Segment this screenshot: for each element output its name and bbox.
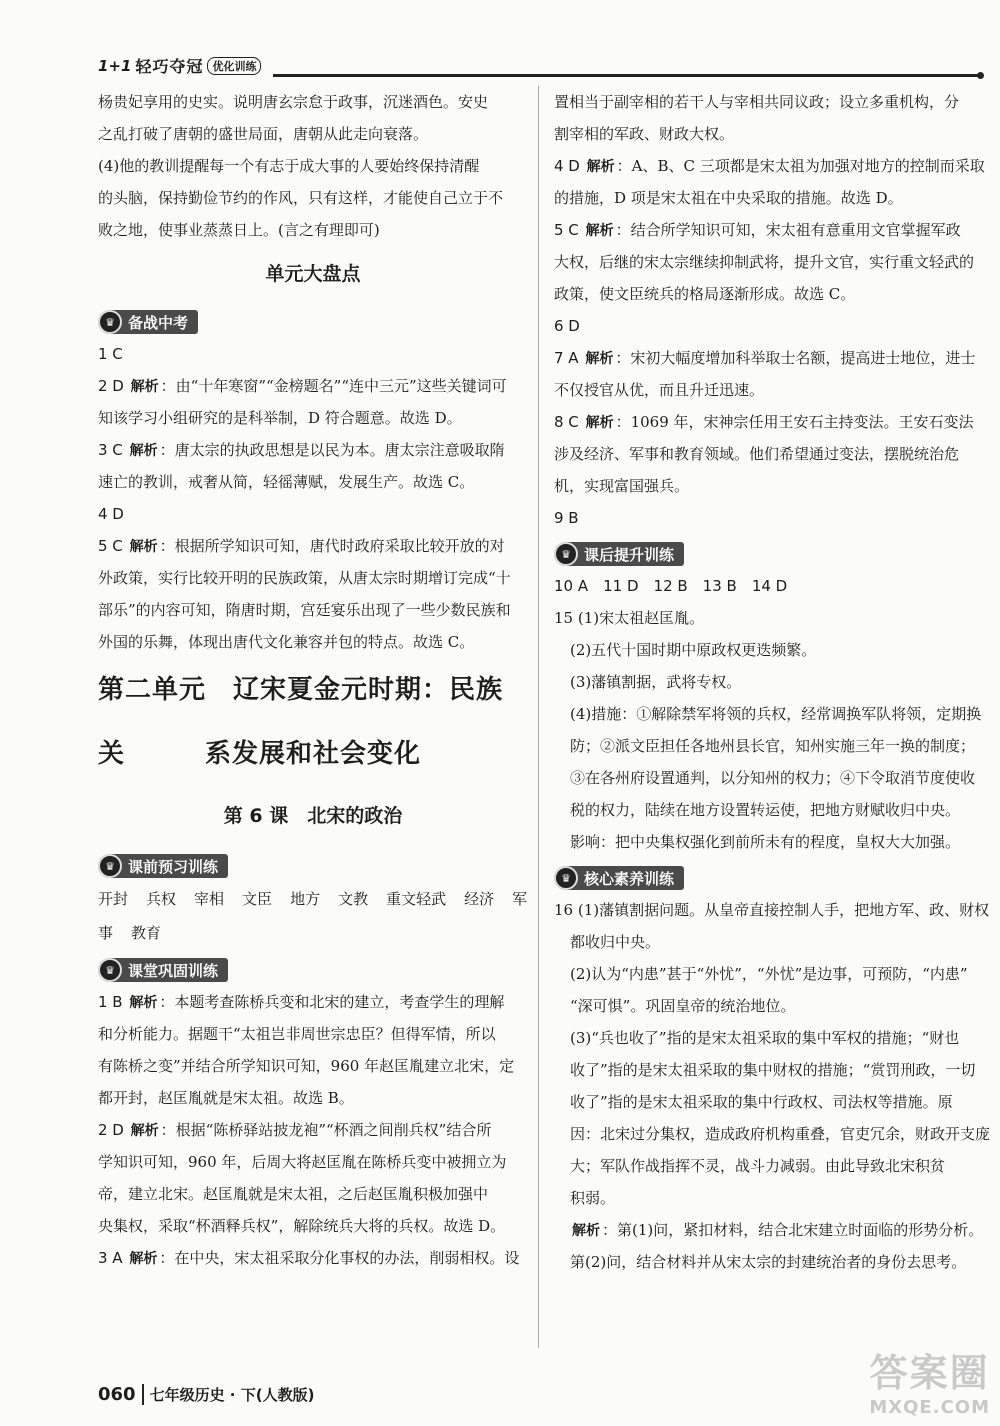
text-line: 机，实现富国强兵。 bbox=[554, 477, 690, 495]
term: 军 bbox=[512, 890, 528, 908]
term: 文臣 bbox=[242, 890, 273, 908]
left-column bbox=[98, 86, 528, 1274]
analysis-text: ：A、B、C 三项都是宋太祖为加强对地方的控制而采取 bbox=[616, 157, 985, 175]
section-badge-class bbox=[98, 958, 228, 982]
term: 兵权 bbox=[146, 890, 177, 908]
answer-line: 1 C bbox=[98, 345, 123, 363]
answer-key: 8 C bbox=[554, 413, 579, 431]
answer-line: 10 A 11 D 12 B 13 B 14 D bbox=[554, 577, 788, 595]
text-line: ③在各州府设置通判，以分知州的权力；④下令取消节度使收 bbox=[570, 769, 976, 787]
crown-icon: ♛ bbox=[98, 310, 122, 334]
answer-line bbox=[98, 986, 528, 1018]
text-line: 央集权，采取“杯酒释兵权”，解除统兵大将的兵权。故选 D。 bbox=[98, 1217, 506, 1235]
badge-label: 核心素养训练 bbox=[584, 869, 675, 888]
lesson-title: 第 6 课 北宋的政治 bbox=[223, 805, 403, 827]
answer-line bbox=[98, 434, 528, 466]
text-line: 税的权力，陆续在地方设置转运使，把地方财赋收归中央。 bbox=[570, 801, 961, 819]
analysis-text: ：唐太宗的执政思想是以民为本。唐太宗注意吸取隋 bbox=[159, 441, 505, 459]
crown-icon: ♛ bbox=[98, 958, 122, 982]
right-column bbox=[554, 86, 991, 1278]
analysis-label: 解析 bbox=[585, 223, 614, 239]
answer-key: 5 C bbox=[554, 221, 579, 239]
term: 地方 bbox=[290, 890, 321, 908]
brand-mark: 1+1 bbox=[98, 56, 132, 75]
header-rule bbox=[273, 74, 978, 77]
text-line: 外政策，实行比较开明的民族政策，从唐太宗时期增订完成“十 bbox=[98, 569, 511, 587]
analysis-label: 解析 bbox=[129, 539, 158, 555]
term: 经济 bbox=[464, 890, 495, 908]
text-line: 收了”指的是宋太祖采取的集中行政权、司法权等措施。原 bbox=[570, 1093, 953, 1111]
crown-icon: ♛ bbox=[98, 854, 122, 878]
brand-badge: 优化训练 bbox=[207, 57, 261, 75]
brand-logo bbox=[98, 54, 261, 77]
analysis-label: 解析 bbox=[129, 443, 158, 459]
analysis-label: 解析 bbox=[129, 1251, 158, 1267]
badge-label: 备战中考 bbox=[128, 313, 189, 332]
answer-line bbox=[554, 406, 978, 438]
analysis-text: ：本题考查陈桥兵变和北宋的建立，考查学生的理解 bbox=[159, 993, 505, 1011]
answer-key: 2 D bbox=[98, 377, 124, 395]
term: 教育 bbox=[131, 924, 162, 942]
terms-list-continued bbox=[98, 916, 528, 950]
unit-title: 第二单元 辽宋夏金元时期：民族关 bbox=[98, 675, 504, 769]
text-line: 外国的乐舞，体现出唐代文化兼容并包的特点。故选 C。 bbox=[98, 633, 475, 651]
answer-line bbox=[98, 530, 528, 562]
text-line: 学知识可知，960 年，后周大将赵匡胤在陈桥兵变中被拥立为 bbox=[98, 1153, 507, 1171]
analysis-label: 解析 bbox=[129, 995, 158, 1011]
section-badge-after-class bbox=[554, 542, 684, 566]
text-line: 防；②派文臣担任各地州县长官，知州实施三年一换的制度； bbox=[570, 737, 976, 755]
answer-key: 1 B bbox=[98, 993, 123, 1011]
answer-line bbox=[554, 150, 985, 182]
analysis-text: ：结合所学知识可知，宋太祖有意重用文官掌握军政 bbox=[615, 221, 961, 239]
answer-line bbox=[98, 1114, 528, 1146]
badge-label: 课前预习训练 bbox=[128, 857, 219, 876]
text-line: 大；军队作战指挥不灵，战斗力减弱。由此导致北宋积贫 bbox=[570, 1157, 946, 1175]
text-line: 收了”指的是宋太祖采取的集中财权的措施；“赏罚刑政，一切 bbox=[570, 1061, 976, 1079]
answer-key: 5 C bbox=[98, 537, 123, 555]
section-badge-preview bbox=[98, 854, 228, 878]
analysis-line bbox=[554, 1214, 984, 1246]
text-line: 因：北宋过分集权，造成政府机构重叠，官吏冗余，财政开支庞 bbox=[570, 1125, 991, 1143]
unit-review-title: 单元大盘点 bbox=[265, 263, 361, 285]
answer-line bbox=[98, 1242, 528, 1274]
term: 宰相 bbox=[194, 890, 225, 908]
text-line: (3)“兵也收了”指的是宋太祖采取的集中军权的措施；“财也 bbox=[570, 1029, 960, 1047]
section-badge-exam bbox=[98, 310, 198, 334]
answer-key: 3 A bbox=[98, 1249, 123, 1267]
watermark-title: 答案圈 bbox=[869, 1351, 990, 1395]
text-line: 大权，后继的宋太宗继续抑制武将，提升文官，实行重文轻武的 bbox=[554, 253, 975, 271]
text-line: 帝，建立北宋。赵匡胤就是宋太祖，之后赵匡胤积极加强中 bbox=[98, 1185, 489, 1203]
text-line: 知该学习小组研究的是科举制，D 符合题意。故选 D。 bbox=[98, 409, 462, 427]
term: 文教 bbox=[338, 890, 369, 908]
page-footer bbox=[98, 1384, 314, 1405]
text-line: 之乱打破了唐朝的盛世局面，唐朝从此走向衰落。 bbox=[98, 125, 429, 143]
text-line: (4)措施：①解除禁军将领的兵权，经常调换军队将领，定期换 bbox=[570, 705, 982, 723]
watermark-url: MXQE.COM bbox=[869, 1397, 990, 1418]
answer-line: 15 (1)宋太祖赵匡胤。 bbox=[554, 609, 705, 627]
term: 事 bbox=[98, 924, 114, 942]
watermark bbox=[869, 1342, 990, 1418]
analysis-text: ：根据所学知识可知，唐代时政府采取比较开放的对 bbox=[159, 537, 505, 555]
text-line: 涉及经济、军事和教育领域。他们希望通过变法，摆脱统治危 bbox=[554, 445, 960, 463]
badge-label: 课堂巩固训练 bbox=[128, 961, 219, 980]
answer-line: 9 B bbox=[554, 509, 579, 527]
text-line: 的措施，D 项是宋太祖在中央采取的措施。故选 D。 bbox=[554, 189, 903, 207]
text-line: (2)认为“内患”甚于“外忧”，“外忧”是边事，可预防，“内患” bbox=[570, 965, 968, 983]
text-line: (4)他的教训提醒每一个有志于成大事的人要始终保持清醒 bbox=[98, 157, 480, 175]
answer-key: 3 C bbox=[98, 441, 123, 459]
text-line: (3)藩镇割据，武将专权。 bbox=[570, 673, 742, 691]
terms-list bbox=[98, 882, 528, 916]
text-line: 败之地，使事业蒸蒸日上。(言之有理即可) bbox=[98, 221, 380, 239]
answer-key: 7 A bbox=[554, 349, 579, 367]
section-badge-core bbox=[554, 866, 684, 890]
answer-line: 16 (1)藩镇割据问题。从皇帝直接控制人手，把地方军、政、财权 bbox=[554, 901, 990, 919]
text-line: 积弱。 bbox=[570, 1189, 616, 1207]
text-line: 割宰相的军政、财政大权。 bbox=[554, 125, 735, 143]
crown-icon: ♛ bbox=[554, 866, 578, 890]
analysis-text: ：在中央，宋太祖采取分化事权的办法，削弱相权。设 bbox=[159, 1249, 520, 1267]
answer-key: 2 D bbox=[98, 1121, 124, 1139]
book-title: 七年级历史 · 下(人教版) bbox=[149, 1386, 315, 1404]
text-line: 影响：把中央集权强化到前所未有的程度，皇权大大加强。 bbox=[570, 833, 961, 851]
text-line: 政策，使文臣统兵的格局逐渐形成。故选 C。 bbox=[554, 285, 856, 303]
analysis-text: ：由“十年寒窗”“金榜题名”“连中三元”这些关键词可 bbox=[160, 377, 507, 395]
answer-line bbox=[554, 342, 978, 374]
analysis-label: 解析 bbox=[585, 351, 614, 367]
analysis-text: ：1069 年，宋神宗任用王安石主持变法。王安石变法 bbox=[615, 413, 974, 431]
page-number: 060 bbox=[98, 1384, 144, 1405]
text-line: 置相当于副宰相的若干人与宰相共同议政；设立多重机构，分 bbox=[554, 93, 960, 111]
text-line: 速亡的教训，戒奢从简，轻徭薄赋，发展生产。故选 C。 bbox=[98, 473, 475, 491]
answer-line: 6 D bbox=[554, 317, 580, 335]
page-header bbox=[98, 50, 978, 78]
term: 重文轻武 bbox=[386, 890, 447, 908]
column-divider bbox=[538, 86, 539, 1348]
unit-title-continued: 系发展和社会变化 bbox=[204, 739, 421, 769]
text-line: “深可惧”。巩固皇帝的统治地位。 bbox=[570, 997, 796, 1015]
term: 开封 bbox=[98, 890, 129, 908]
crown-icon: ♛ bbox=[554, 542, 578, 566]
analysis-text: ：根据“陈桥驿站披龙袍”“杯酒之间削兵权”结合所 bbox=[160, 1121, 492, 1139]
analysis-label: 解析 bbox=[130, 379, 159, 395]
text-line: 第(2)问，结合材料并从宋太宗的封建统治者的身份去思考。 bbox=[570, 1253, 967, 1271]
analysis-label: 解析 bbox=[130, 1123, 159, 1139]
analysis-label: 解析 bbox=[586, 159, 615, 175]
analysis-text: ：宋初大幅度增加科举取士名额，提高进士地位，进士 bbox=[615, 349, 976, 367]
answer-line bbox=[554, 214, 978, 246]
text-line: 部乐”的内容可知，隋唐时期，宫廷宴乐出现了一些少数民族和 bbox=[98, 601, 511, 619]
text-line: 都收归中央。 bbox=[570, 933, 661, 951]
brand-name: 轻巧夺冠 bbox=[135, 57, 204, 76]
answer-line: 4 D bbox=[98, 505, 124, 523]
text-line: 不仅授官从优，而且升迁迅速。 bbox=[554, 381, 765, 399]
text-line: 和分析能力。据题干“太祖岂非周世宗忠臣？但得军情，所以 bbox=[98, 1025, 496, 1043]
text-line: 的头脑，保持勤俭节约的作风，只有这样，才能使自己立于不 bbox=[98, 189, 504, 207]
text-line: 都开封，赵匡胤就是宋太祖。故选 B。 bbox=[98, 1089, 354, 1107]
answer-line bbox=[98, 370, 528, 402]
answer-key: 4 D bbox=[554, 157, 580, 175]
text-line: 杨贵妃享用的史实。说明唐玄宗怠于政事，沉迷酒色。安史 bbox=[98, 93, 489, 111]
badge-label: 课后提升训练 bbox=[584, 545, 675, 564]
text-line: (2)五代十国时期中原政权更迭频繁。 bbox=[570, 641, 817, 659]
analysis-label: 解析 bbox=[585, 415, 614, 431]
analysis-label: 解析 bbox=[572, 1223, 600, 1239]
text-line: 有陈桥之变”并结合所学知识可知，960 年赵匡胤建立北宋，定 bbox=[98, 1057, 515, 1075]
analysis-text: ：第(1)问，紧扣材料，结合北宋建立时面临的形势分析。 bbox=[602, 1221, 984, 1239]
